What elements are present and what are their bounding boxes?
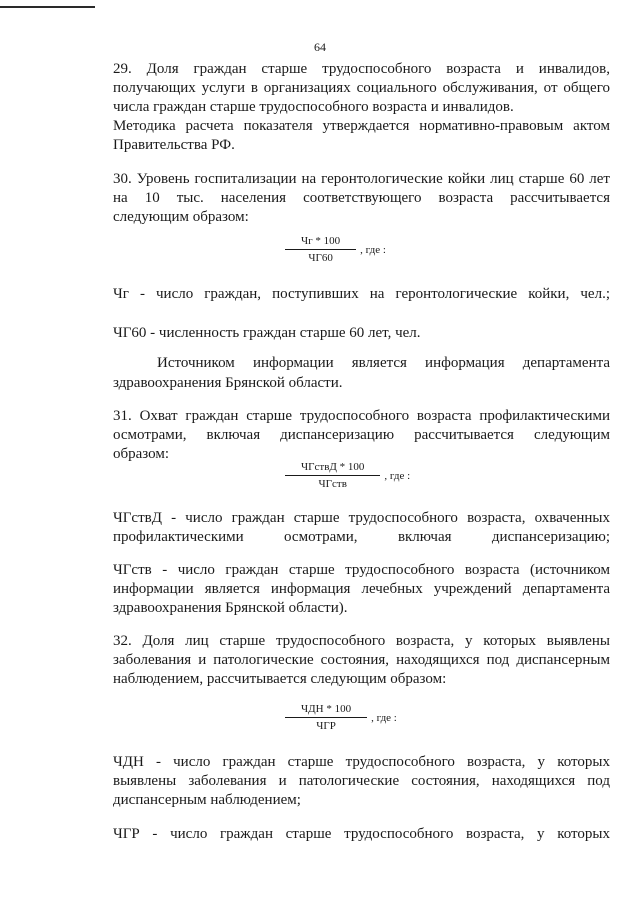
formula-suffix: , где :	[384, 469, 411, 482]
formula-fraction	[285, 702, 367, 733]
top-rule	[0, 6, 95, 8]
item31-line-1: 31. Охват граждан старше трудоспособного возраста профилактическими	[113, 408, 610, 424]
formula-numerator: Чг * 100	[285, 234, 356, 250]
item30-definition-1: Чг - число граждан, поступивших на геронтологические койки, чел.;	[113, 286, 610, 302]
item30-source-line-2: здравоохранения Брянской области.	[113, 375, 343, 391]
formula-denominator: ЧГ60	[308, 252, 333, 264]
item31-line-3: образом:	[113, 446, 170, 462]
item31-definition-2-line-2: информации является информация лечебных учреждений департамента	[113, 581, 610, 597]
item32-formula	[285, 702, 397, 733]
item30-line-1: 30. Уровень госпитализации на геронтологические койки лиц старше 60 лет	[113, 171, 610, 187]
formula-fraction	[285, 460, 380, 491]
item29-line-2: получающих услуги в организациях социального обслуживания, от общего	[113, 80, 610, 96]
item29-line-1: 29. Доля граждан старше трудоспособного возраста и инвалидов,	[113, 61, 610, 77]
formula-suffix: , где :	[371, 711, 397, 724]
item30-line-3: следующим образом:	[113, 209, 249, 225]
item32-definition-1-line-2: выявлены заболевания и патологические состояния, находящихся под	[113, 773, 610, 789]
item31-definition-2-line-3: здравоохранения Брянской области).	[113, 600, 348, 616]
formula-numerator: ЧДН * 100	[285, 702, 367, 718]
formula-fraction	[285, 234, 356, 265]
item32-definition-1-line-1: ЧДН - число граждан старше трудоспособного возраста, у которых	[113, 754, 610, 770]
formula-suffix: , где :	[360, 243, 386, 256]
item30-formula	[285, 234, 386, 265]
item31-definition-1-line-1: ЧГствД - число граждан старше трудоспособного возраста, охваченных	[113, 510, 610, 526]
item31-definition-1-line-2: профилактическими осмотрами, включая диспансеризацию;	[113, 529, 610, 545]
item29-method-line-2: Правительства РФ.	[113, 137, 235, 153]
item32-line-1: 32. Доля лиц старше трудоспособного возраста, у которых выявлены	[113, 633, 610, 649]
item29-line-3: числа граждан старше трудоспособного возраста и инвалидов.	[113, 99, 514, 115]
formula-numerator: ЧГствД * 100	[285, 460, 380, 476]
item32-line-3: наблюдением, рассчитывается следующим образом:	[113, 671, 447, 687]
item32-line-2: заболевания и патологические состояния, находящихся под диспансерным	[113, 652, 610, 668]
item30-definition-2: ЧГ60 - численность граждан старше 60 лет, чел.	[113, 325, 421, 341]
item31-line-2: осмотрами, включая диспансеризацию рассчитывается следующим	[113, 427, 610, 443]
formula-denominator: ЧГР	[316, 720, 336, 732]
item32-definition-2-line-1: ЧГР - число граждан старше трудоспособного возраста, у которых	[113, 826, 610, 842]
item30-source-line-1: Источником информации является информация департамента	[157, 355, 610, 371]
item29-method-line-1: Методика расчета показателя утверждается нормативно-правовым актом	[113, 118, 610, 134]
formula-denominator: ЧГств	[318, 478, 347, 490]
item31-definition-2-line-1: ЧГств - число граждан старше трудоспособного возраста (источником	[113, 562, 610, 578]
page-number: 64	[314, 40, 326, 54]
item32-definition-1-line-3: диспансерным наблюдением;	[113, 792, 301, 808]
item30-line-2: на 10 тыс. населения соответствующего возраста рассчитывается	[113, 190, 610, 206]
item31-formula	[285, 460, 410, 491]
